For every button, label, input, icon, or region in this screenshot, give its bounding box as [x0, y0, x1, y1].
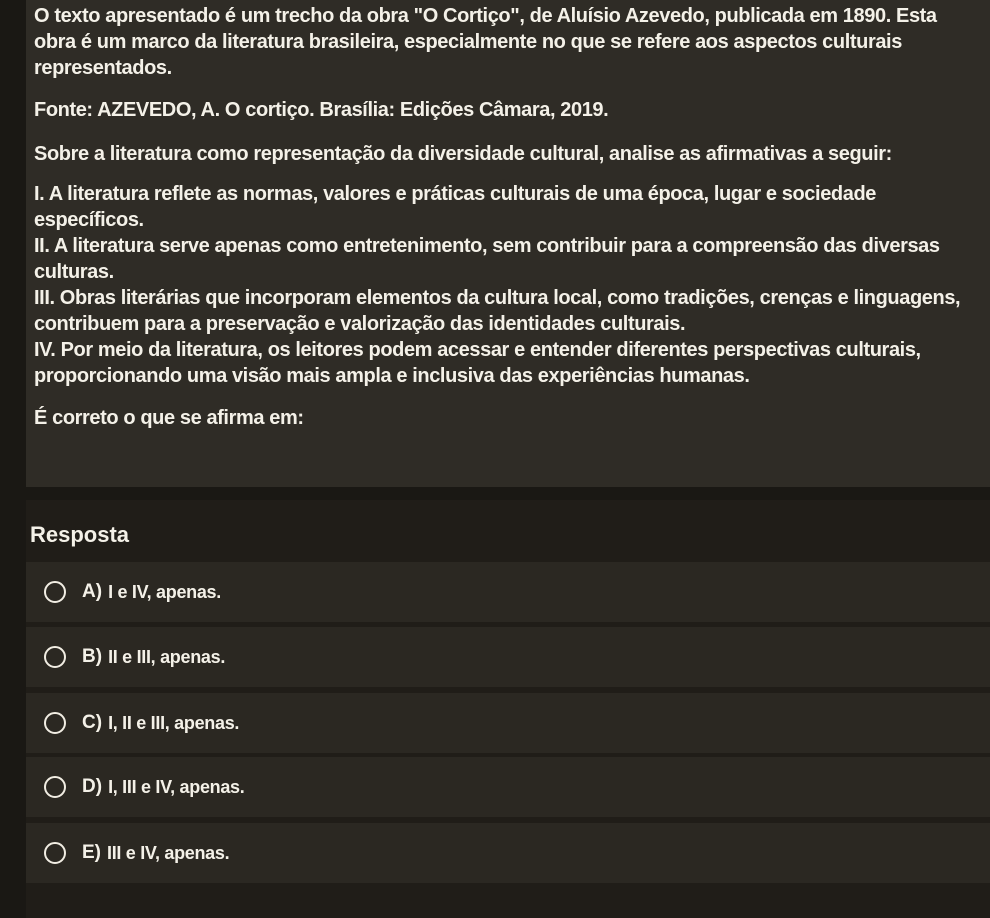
option-letter: C) [82, 712, 103, 733]
option-text: I, II e III, apenas. [108, 712, 240, 733]
option-letter: B) [82, 646, 103, 667]
answer-heading: Resposta [30, 522, 130, 547]
radio-circle-icon[interactable] [44, 842, 66, 864]
radio-circle-icon[interactable] [44, 712, 66, 734]
option-letter: D) [82, 776, 103, 797]
option-letter: A) [82, 581, 103, 602]
option-a[interactable] [26, 562, 990, 622]
option-text: II e III, apenas. [108, 646, 226, 667]
statement-iii: III. Obras literárias que incorporam elementos da cultura local, como tradições, crenças e linguagens, contribuem para a preservação e valorização das identidades culturais. [34, 287, 961, 335]
question-card [26, 0, 990, 487]
option-text: I, III e IV, apenas. [108, 776, 245, 797]
statement-iv: IV. Por meio da literatura, os leitores podem acessar e entender diferentes perspectivas culturais, proporcionando uma visão mais ampla e inclusiva das experiências humanas. [34, 339, 921, 387]
question-intro: O texto apresentado é um trecho da obra "O Cortiço", de Aluísio Azevedo, publicada em 1890. Esta obra é um marco da literatura brasileira, especialmente no que se refere aos aspectos culturais representados. [34, 5, 937, 79]
option-text: I e IV, apenas. [108, 581, 221, 602]
radio-circle-icon[interactable] [44, 581, 66, 603]
statement-ii: II. A literatura serve apenas como entretenimento, sem contribuir para a compreensão das diversas culturas. [34, 235, 940, 283]
statement-list [34, 181, 970, 389]
question-source: Fonte: AZEVEDO, A. O cortiço. Brasília: Edições Câmara, 2019. [34, 99, 609, 121]
option-c[interactable] [26, 693, 990, 753]
question-prompt: Sobre a literatura como representação da diversidade cultural, analise as afirmativas a seguir: [34, 143, 892, 165]
radio-circle-icon[interactable] [44, 646, 66, 668]
option-text: III e IV, apenas. [107, 842, 230, 863]
option-d[interactable] [26, 757, 990, 817]
answer-section [26, 500, 990, 918]
radio-circle-icon[interactable] [44, 776, 66, 798]
option-b[interactable] [26, 627, 990, 687]
question-final: É correto o que se afirma em: [34, 407, 304, 429]
option-letter: E) [82, 842, 101, 863]
statement-i: I. A literatura reflete as normas, valores e práticas culturais de uma época, lugar e sociedade específicos. [34, 183, 876, 231]
option-e[interactable] [26, 823, 990, 883]
